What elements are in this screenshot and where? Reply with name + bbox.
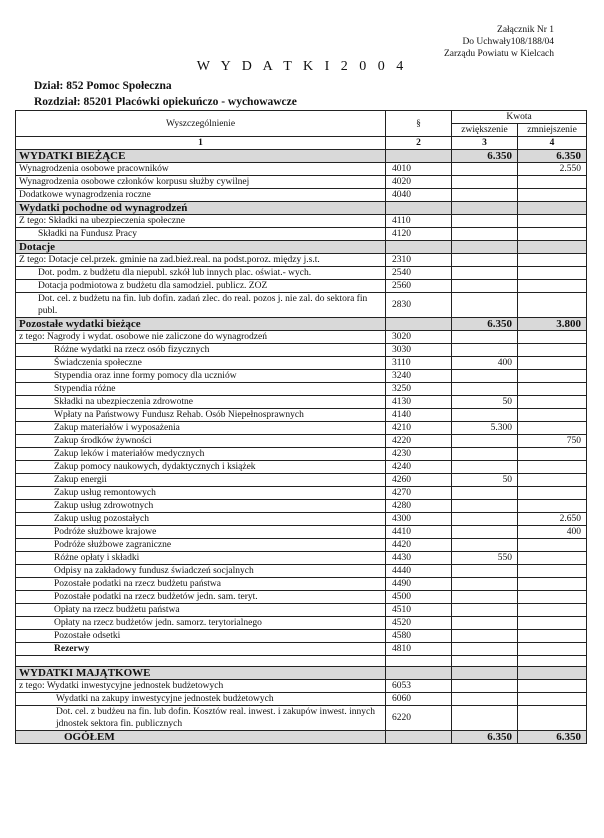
row-increase: [452, 617, 518, 630]
row-increase: 6.350: [452, 318, 518, 331]
row-increase: [452, 215, 518, 228]
row-increase: [452, 176, 518, 189]
row-paragraph: 6053: [386, 680, 452, 693]
row-increase: [452, 435, 518, 448]
table-row: [16, 267, 587, 280]
row-decrease: [518, 552, 587, 565]
resolution-reference: Do Uchwały108/188/04: [462, 37, 554, 47]
row-paragraph: 4020: [386, 176, 452, 189]
attachment-header: [444, 24, 554, 60]
row-description: WYDATKI MAJĄTKOWE: [16, 667, 386, 680]
row-decrease: 750: [518, 435, 587, 448]
row-decrease: 6.350: [518, 731, 587, 744]
row-description: WYDATKI BIEŻĄCE: [16, 150, 386, 163]
row-description: Rezerwy: [16, 643, 386, 656]
table-header-row: [16, 111, 587, 124]
table-row: [16, 189, 587, 202]
row-decrease: [518, 591, 587, 604]
col-number-2: 2: [386, 137, 452, 150]
row-decrease: [518, 422, 587, 435]
row-paragraph: 4410: [386, 526, 452, 539]
attachment-number: Załącznik Nr 1: [497, 25, 554, 35]
table-row: [16, 604, 587, 617]
row-paragraph: 4040: [386, 189, 452, 202]
row-description: Pozostałe odsetki: [16, 630, 386, 643]
row-paragraph: 4140: [386, 409, 452, 422]
row-decrease: [518, 241, 587, 254]
table-row: [16, 552, 587, 565]
row-decrease: [518, 228, 587, 241]
section-row: [16, 241, 587, 254]
row-decrease: [518, 396, 587, 409]
table-row: [16, 474, 587, 487]
row-paragraph: 4810: [386, 643, 452, 656]
row-increase: [452, 241, 518, 254]
table-row: [16, 176, 587, 189]
row-increase: [452, 513, 518, 526]
row-decrease: 2.650: [518, 513, 587, 526]
header-description: Wyszczególnienie: [16, 111, 386, 137]
table-row: [16, 526, 587, 539]
row-decrease: [518, 189, 587, 202]
row-decrease: [518, 293, 587, 318]
col-number-3: 3: [452, 137, 518, 150]
row-description: Podróże służbowe krajowe: [16, 526, 386, 539]
row-paragraph: 3240: [386, 370, 452, 383]
spacer-cell: [16, 656, 386, 667]
row-paragraph: 3030: [386, 344, 452, 357]
row-description: Dotacja podmiotowa z budżetu dla samodziel. publicz. ZOZ: [16, 280, 386, 293]
row-increase: [452, 693, 518, 706]
row-decrease: [518, 254, 587, 267]
row-decrease: [518, 448, 587, 461]
row-description: OGÓŁEM: [16, 731, 386, 744]
row-decrease: [518, 474, 587, 487]
row-increase: [452, 202, 518, 215]
row-paragraph: 6060: [386, 693, 452, 706]
row-description: Opłaty na rzecz budżetów jedn. samorz. terytorialnego: [16, 617, 386, 630]
row-decrease: 6.350: [518, 150, 587, 163]
row-decrease: [518, 331, 587, 344]
row-paragraph: 4280: [386, 500, 452, 513]
row-paragraph: 4490: [386, 578, 452, 591]
row-decrease: 2.550: [518, 163, 587, 176]
table-row: [16, 643, 587, 656]
table-row: [16, 370, 587, 383]
table-row: [16, 693, 587, 706]
row-paragraph: [386, 202, 452, 215]
row-paragraph: [386, 150, 452, 163]
row-description: Podróże służbowe zagraniczne: [16, 539, 386, 552]
row-increase: [452, 280, 518, 293]
section-row: [16, 202, 587, 215]
row-description: Wydatki na zakupy inwestycyjne jednostek budżetowych: [16, 693, 386, 706]
table-row: [16, 344, 587, 357]
row-paragraph: 4210: [386, 422, 452, 435]
col-number-1: 1: [16, 137, 386, 150]
row-decrease: 400: [518, 526, 587, 539]
row-paragraph: 3110: [386, 357, 452, 370]
spacer-cell: [452, 656, 518, 667]
table-row: [16, 706, 587, 731]
row-decrease: [518, 693, 587, 706]
row-description: Zakup środków żywności: [16, 435, 386, 448]
row-increase: [452, 578, 518, 591]
row-description: Różne opłaty i składki: [16, 552, 386, 565]
row-paragraph: 4510: [386, 604, 452, 617]
row-paragraph: 3250: [386, 383, 452, 396]
table-row: [16, 293, 587, 318]
row-description: Wpłaty na Państwowy Fundusz Rehab. Osób Niepełnosprawnych: [16, 409, 386, 422]
row-description: Pozostałe podatki na rzecz budżetu państwa: [16, 578, 386, 591]
row-increase: [452, 604, 518, 617]
row-paragraph: [386, 241, 452, 254]
row-description: Świadczenia społeczne: [16, 357, 386, 370]
row-decrease: [518, 706, 587, 731]
board-name: Zarządu Powiatu w Kielcach: [444, 49, 554, 59]
row-decrease: [518, 617, 587, 630]
row-description: Dot. cel. z budżeu na fin. lub dofin. Kosztów real. inwest. i zakupów inwest. innych jdnostek sektora fin. publicznych: [16, 706, 386, 731]
header-paragraph: §: [386, 111, 452, 137]
row-paragraph: 4580: [386, 630, 452, 643]
row-increase: [452, 383, 518, 396]
row-decrease: [518, 215, 587, 228]
row-increase: [452, 163, 518, 176]
row-paragraph: 4500: [386, 591, 452, 604]
spacer-cell: [386, 656, 452, 667]
row-paragraph: 4260: [386, 474, 452, 487]
expenditure-table: [15, 110, 587, 744]
row-paragraph: 4110: [386, 215, 452, 228]
row-increase: [452, 680, 518, 693]
row-decrease: [518, 176, 587, 189]
row-description: z tego: Nagrody i wydat. osobowe nie zaliczone do wynagrodzeń: [16, 331, 386, 344]
table-row: [16, 591, 587, 604]
row-description: Zakup pomocy naukowych, dydaktycznych i książek: [16, 461, 386, 474]
table-row: [16, 435, 587, 448]
row-description: Zakup usług pozostałych: [16, 513, 386, 526]
spacer-cell: [518, 656, 587, 667]
row-increase: [452, 487, 518, 500]
row-description: Składki na Fundusz Pracy: [16, 228, 386, 241]
row-description: Zakup usług remontowych: [16, 487, 386, 500]
table-row: [16, 280, 587, 293]
row-increase: [452, 409, 518, 422]
row-increase: 6.350: [452, 150, 518, 163]
row-paragraph: 3020: [386, 331, 452, 344]
table-row: [16, 578, 587, 591]
row-increase: [452, 293, 518, 318]
row-increase: [452, 344, 518, 357]
row-description: Wynagrodzenia osobowe członków korpusu służby cywilnej: [16, 176, 386, 189]
row-decrease: [518, 409, 587, 422]
row-description: Zakup materiałów i wyposażenia: [16, 422, 386, 435]
row-paragraph: 4220: [386, 435, 452, 448]
row-description: Dot. cel. z budżetu na fin. lub dofin. zadań zlec. do real. pozos j. nie zal. do sektora fin publ.: [16, 293, 386, 318]
header-increase: zwiększenie: [452, 124, 518, 137]
row-decrease: [518, 383, 587, 396]
row-paragraph: 4420: [386, 539, 452, 552]
row-paragraph: 4240: [386, 461, 452, 474]
row-paragraph: 4270: [386, 487, 452, 500]
row-paragraph: 4520: [386, 617, 452, 630]
row-decrease: [518, 357, 587, 370]
section-row: [16, 150, 587, 163]
row-paragraph: 4230: [386, 448, 452, 461]
table-row: [16, 215, 587, 228]
table-row: [16, 487, 587, 500]
row-increase: [452, 370, 518, 383]
row-description: Z tego: Dotacje cel.przek. gminie na zad.bież.real. na podst.poroz. między j.s.t.: [16, 254, 386, 267]
row-description: Pozostałe wydatki bieżące: [16, 318, 386, 331]
row-decrease: [518, 565, 587, 578]
row-increase: [452, 706, 518, 731]
row-increase: [452, 539, 518, 552]
table-row: [16, 383, 587, 396]
row-paragraph: 4300: [386, 513, 452, 526]
row-paragraph: 2310: [386, 254, 452, 267]
table-row: [16, 461, 587, 474]
row-increase: 50: [452, 474, 518, 487]
table-row: [16, 680, 587, 693]
row-decrease: [518, 630, 587, 643]
row-description: Dotacje: [16, 241, 386, 254]
row-decrease: [518, 344, 587, 357]
table-row: [16, 409, 587, 422]
row-description: Stypendia oraz inne formy pomocy dla uczniów: [16, 370, 386, 383]
row-increase: [452, 500, 518, 513]
row-paragraph: 2540: [386, 267, 452, 280]
table-row: [16, 422, 587, 435]
row-decrease: [518, 539, 587, 552]
row-description: Opłaty na rzecz budżetu państwa: [16, 604, 386, 617]
row-decrease: [518, 267, 587, 280]
section-row: [16, 667, 587, 680]
row-description: Zakup usług zdrowotnych: [16, 500, 386, 513]
row-increase: [452, 565, 518, 578]
row-decrease: [518, 280, 587, 293]
row-paragraph: [386, 667, 452, 680]
row-increase: [452, 448, 518, 461]
table-body: [16, 150, 587, 744]
table-row: [16, 617, 587, 630]
row-decrease: [518, 667, 587, 680]
row-description: Zakup leków i materiałów medycznych: [16, 448, 386, 461]
table-numbering-row: [16, 137, 587, 150]
col-number-4: 4: [518, 137, 587, 150]
row-paragraph: 6220: [386, 706, 452, 731]
row-increase: [452, 189, 518, 202]
row-description: Zakup energii: [16, 474, 386, 487]
row-description: Dot. podm. z budżetu dla niepubl. szkół lub innych plac. oświat.- wych.: [16, 267, 386, 280]
row-paragraph: 2830: [386, 293, 452, 318]
row-description: Pozostałe podatki na rzecz budżetów jedn. sam. teryt.: [16, 591, 386, 604]
row-decrease: [518, 643, 587, 656]
row-increase: 6.350: [452, 731, 518, 744]
table-row: [16, 254, 587, 267]
row-increase: [452, 630, 518, 643]
spacer-row: [16, 656, 587, 667]
table-row: [16, 630, 587, 643]
row-description: z tego: Wydatki inwestycyjne jednostek budżetowych: [16, 680, 386, 693]
row-description: Wydatki pochodne od wynagrodzeń: [16, 202, 386, 215]
row-decrease: [518, 487, 587, 500]
row-paragraph: 4440: [386, 565, 452, 578]
row-decrease: [518, 604, 587, 617]
table-row: [16, 513, 587, 526]
row-increase: [452, 591, 518, 604]
row-increase: 5.300: [452, 422, 518, 435]
row-increase: 50: [452, 396, 518, 409]
row-increase: [452, 331, 518, 344]
row-decrease: [518, 202, 587, 215]
row-paragraph: [386, 318, 452, 331]
row-paragraph: 4010: [386, 163, 452, 176]
row-decrease: [518, 500, 587, 513]
header-amount: Kwota: [452, 111, 587, 124]
row-description: Składki na ubezpieczenia zdrowotne: [16, 396, 386, 409]
row-increase: [452, 461, 518, 474]
total-row: [16, 731, 587, 744]
section-row: [16, 318, 587, 331]
row-description: Dodatkowe wynagrodzenia roczne: [16, 189, 386, 202]
table-row: [16, 448, 587, 461]
header-decrease: zmniejszenie: [518, 124, 587, 137]
row-description: Odpisy na zakładowy fundusz świadczeń socjalnych: [16, 565, 386, 578]
chapter-label: Rozdział: 85201 Placówki opiekuńczo - wychowawcze: [34, 96, 297, 108]
row-decrease: [518, 370, 587, 383]
row-paragraph: 4120: [386, 228, 452, 241]
row-increase: [452, 526, 518, 539]
row-decrease: 3.800: [518, 318, 587, 331]
table-row: [16, 357, 587, 370]
row-paragraph: 2560: [386, 280, 452, 293]
table-row: [16, 331, 587, 344]
table-row: [16, 539, 587, 552]
row-decrease: [518, 680, 587, 693]
row-decrease: [518, 461, 587, 474]
section-label: Dział: 852 Pomoc Społeczna: [34, 80, 172, 92]
row-increase: [452, 643, 518, 656]
row-decrease: [518, 578, 587, 591]
table-row: [16, 565, 587, 578]
row-description: Wynagrodzenia osobowe pracowników: [16, 163, 386, 176]
row-increase: 550: [452, 552, 518, 565]
row-increase: [452, 254, 518, 267]
table-row: [16, 500, 587, 513]
row-paragraph: 4130: [386, 396, 452, 409]
document-title: W Y D A T K I 2 0 0 4: [196, 59, 408, 74]
row-increase: 400: [452, 357, 518, 370]
table-row: [16, 396, 587, 409]
table-row: [16, 228, 587, 241]
row-paragraph: 4430: [386, 552, 452, 565]
row-increase: [452, 228, 518, 241]
row-paragraph: [386, 731, 452, 744]
row-increase: [452, 267, 518, 280]
row-increase: [452, 667, 518, 680]
row-description: Różne wydatki na rzecz osób fizycznych: [16, 344, 386, 357]
row-description: Stypendia różne: [16, 383, 386, 396]
row-description: Z tego: Składki na ubezpieczenia społeczne: [16, 215, 386, 228]
table-row: [16, 163, 587, 176]
